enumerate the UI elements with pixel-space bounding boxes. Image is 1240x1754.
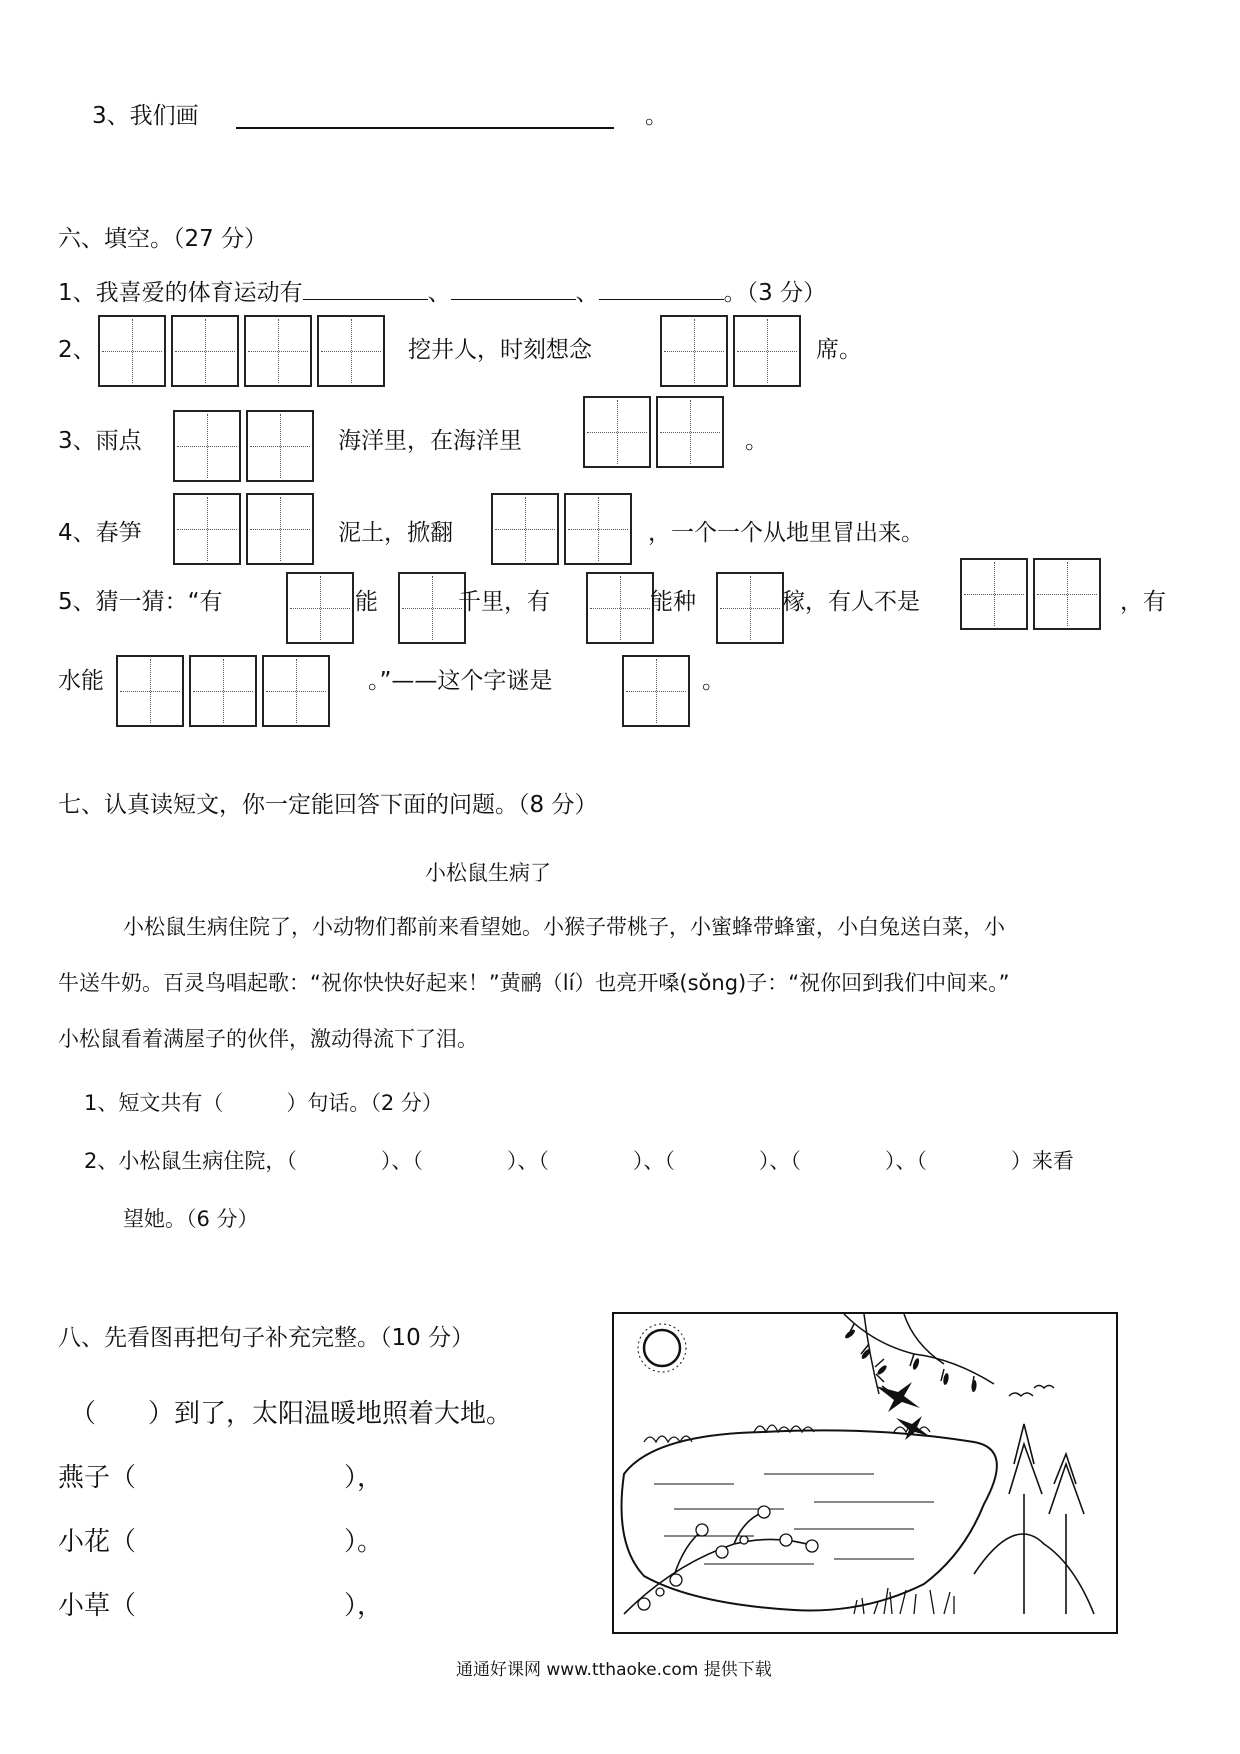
spring-scene-illustration — [612, 1312, 1118, 1634]
item5-p1: 能 — [355, 589, 378, 615]
sport-blank-2[interactable] — [451, 279, 576, 300]
item5-line2-start: 水能 — [58, 668, 104, 694]
flower-icon — [638, 1506, 818, 1610]
item2-mid: 挖井人，时刻想念 — [408, 337, 592, 363]
item5-p2: 千里，有 — [458, 589, 550, 615]
item4-boxes-b — [491, 493, 637, 565]
sport-blank-1[interactable] — [303, 279, 428, 300]
section6-item1 — [58, 277, 826, 309]
distant-bird-icon — [1009, 1386, 1054, 1397]
char-box[interactable] — [173, 493, 241, 565]
item5-p5: ，有 — [1120, 589, 1166, 615]
char-box[interactable] — [656, 396, 724, 468]
item1-sep2: 、 — [575, 280, 599, 306]
item4-mid: 泥土，掀翻 — [338, 520, 453, 546]
item2-num: 2、 — [58, 337, 96, 363]
char-box[interactable] — [622, 655, 690, 727]
item4-boxes-a — [173, 493, 319, 565]
char-box[interactable] — [189, 655, 257, 727]
item5-p4: 稼，有人不是 — [782, 589, 920, 615]
item3-boxes-b — [583, 396, 729, 468]
item3-boxes-a — [173, 410, 319, 482]
char-box[interactable] — [98, 315, 166, 387]
char-box[interactable] — [171, 315, 239, 387]
item5-boxes-5 — [960, 558, 1106, 630]
char-box[interactable] — [491, 493, 559, 565]
passage-title: 小松鼠生病了 — [425, 861, 551, 885]
char-box[interactable] — [116, 655, 184, 727]
q5-item3-end: 。 — [645, 103, 668, 129]
char-box[interactable] — [960, 558, 1028, 630]
char-box[interactable] — [246, 493, 314, 565]
footer-watermark: 通通好课网 www.tthaoke.com 提供下载 — [456, 1660, 772, 1680]
char-box[interactable] — [583, 396, 651, 468]
char-box[interactable] — [586, 572, 654, 644]
item5-p3: 能种 — [650, 589, 696, 615]
item1-sep1: 、 — [427, 280, 451, 306]
spring-scene-drawing — [614, 1314, 1116, 1632]
item5-answer-box — [622, 655, 695, 727]
char-box[interactable] — [564, 493, 632, 565]
water-ripples — [654, 1474, 934, 1564]
question-2-line1: 2、小松鼠生病住院，（ ）、（ ）、（ ）、（ ）、（ ）、（ ）来看 — [84, 1149, 1074, 1173]
item2-end: 席。 — [816, 337, 862, 363]
blossom-branch-icon — [624, 1512, 814, 1614]
char-box[interactable] — [246, 410, 314, 482]
char-box[interactable] — [398, 572, 466, 644]
question-2-line2: 望她。（6 分） — [123, 1207, 259, 1231]
item5-box-4 — [716, 572, 789, 644]
sentence-1: （ ）到了，太阳温暖地照着大地。 — [70, 1399, 513, 1429]
sentence-flower: 小花（ ）。 — [58, 1527, 384, 1557]
sentence-grass: 小草（ ）， — [58, 1591, 384, 1621]
item3-end: 。 — [745, 428, 768, 454]
section6-heading: 六、填空。（27 分） — [58, 226, 268, 252]
item4-end: ，一个一个从地里冒出来。 — [648, 520, 924, 546]
char-box[interactable] — [317, 315, 385, 387]
leaves — [844, 1328, 977, 1392]
passage-line-1: 小松鼠生病住院了，小动物们都前来看望她。小猴子带桃子，小蜜蜂带蜂蜜，小白兔送白菜，小 — [123, 915, 1005, 939]
section7-heading: 七、认真读短文，你一定能回答下面的问题。（8 分） — [58, 792, 598, 818]
item2-boxes-a — [98, 315, 390, 387]
item3-mid: 海洋里，在海洋里 — [338, 428, 522, 454]
item5-line2-mid: 。”——这个字谜是 — [368, 668, 553, 694]
section8-heading: 八、先看图再把句子补充完整。（10 分） — [58, 1325, 475, 1351]
item5-label: 5、猜一猜：“有 — [58, 589, 223, 615]
char-box[interactable] — [286, 572, 354, 644]
item4-label: 4、春笋 — [58, 520, 142, 546]
item5-box-3 — [586, 572, 659, 644]
char-box[interactable] — [244, 315, 312, 387]
question-1: 1、短文共有（ ）句话。（2 分） — [84, 1091, 443, 1115]
passage-line-2: 牛送牛奶。百灵鸟唱起歌：“祝你快快好起来！”黄鹂（lí）也亮开嗓(sǒng)子：“祝你回到我们中间来。” — [58, 971, 1010, 995]
sun-icon — [638, 1324, 686, 1372]
item5-boxes-6 — [116, 655, 335, 727]
item2-boxes-b — [660, 315, 806, 387]
char-box[interactable] — [1033, 558, 1101, 630]
q5-item3-label: 3、我们画 — [92, 103, 199, 129]
item5-line2-end: 。 — [702, 668, 725, 694]
item5-box-1 — [286, 572, 359, 644]
passage-line-3: 小松鼠看着满屋子的伙伴，激动得流下了泪。 — [58, 1027, 478, 1051]
item3-label: 3、雨点 — [58, 428, 142, 454]
char-box[interactable] — [173, 410, 241, 482]
char-box[interactable] — [733, 315, 801, 387]
char-box[interactable] — [262, 655, 330, 727]
item1-label: 1、我喜爱的体育运动有 — [58, 280, 303, 306]
char-box[interactable] — [660, 315, 728, 387]
char-box[interactable] — [716, 572, 784, 644]
q5-item3-answer-line[interactable] — [236, 127, 614, 129]
item1-end: 。（3 分） — [723, 280, 827, 306]
sentence-swallow: 燕子（ ）， — [58, 1463, 384, 1493]
sport-blank-3[interactable] — [599, 279, 724, 300]
